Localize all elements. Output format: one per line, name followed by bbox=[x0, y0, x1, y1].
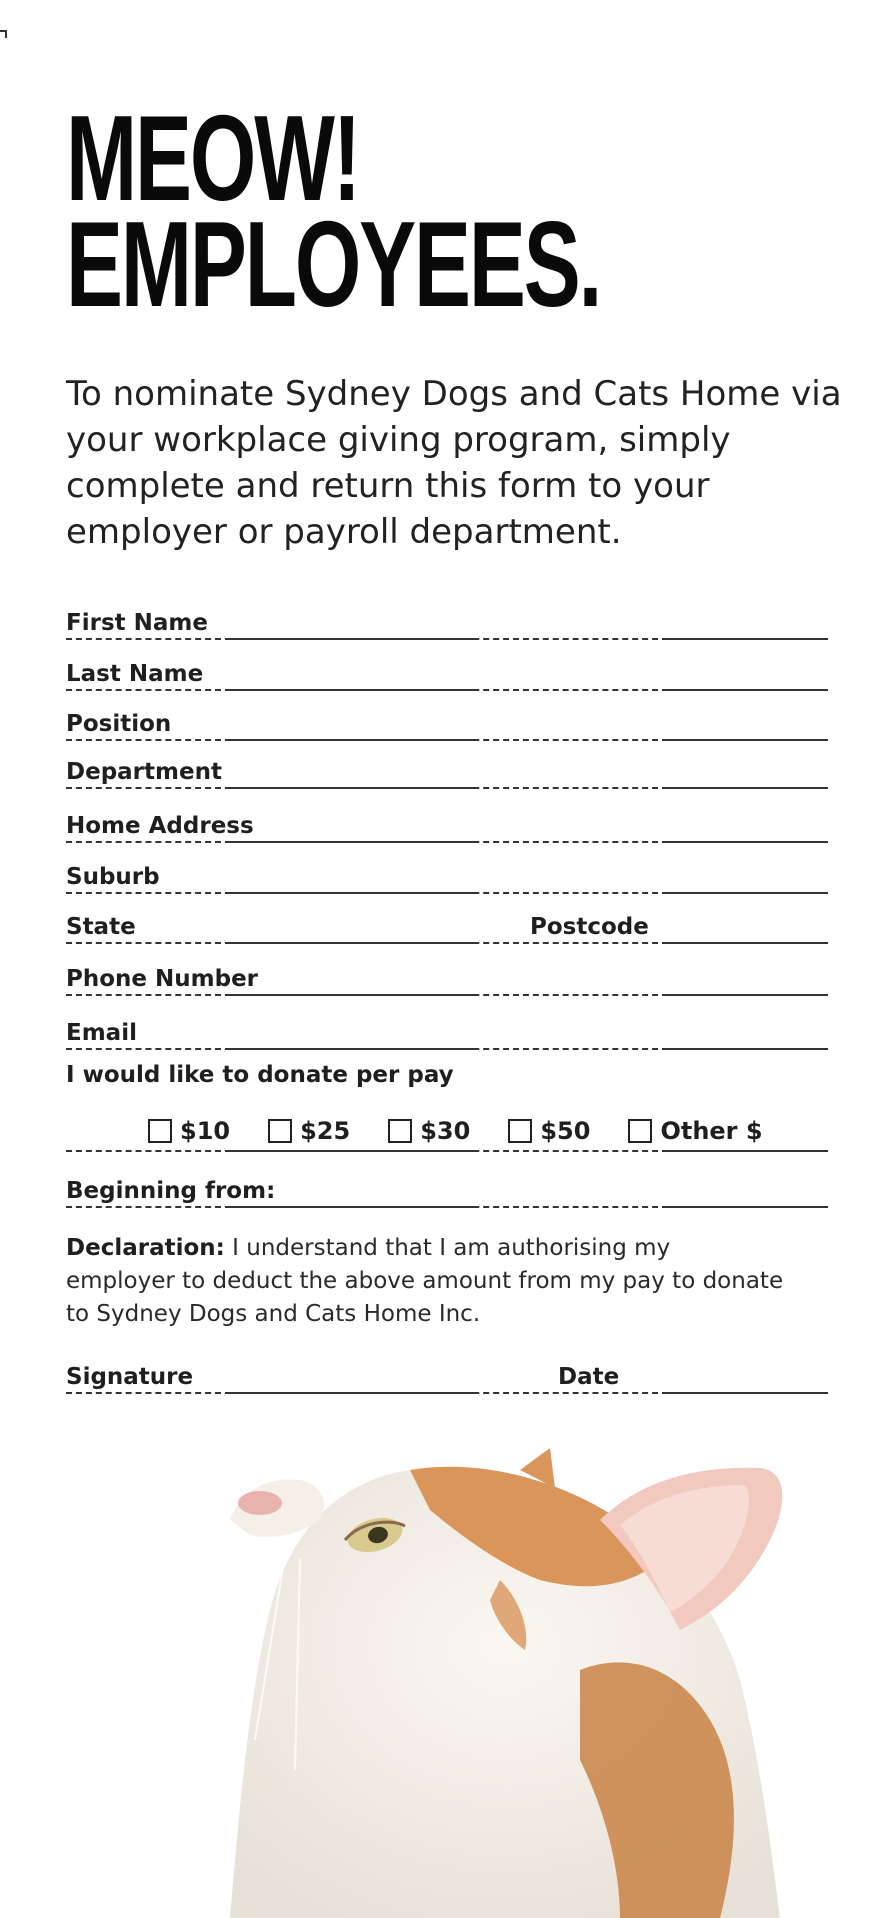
headline-line-1: MEOW! bbox=[66, 90, 360, 226]
option-10-label: $10 bbox=[180, 1117, 231, 1145]
donate-prompt bbox=[66, 1062, 828, 1092]
email-label: Email bbox=[66, 1020, 143, 1046]
signature-date-field[interactable] bbox=[66, 1358, 828, 1394]
option-10[interactable] bbox=[148, 1117, 230, 1145]
headline bbox=[66, 90, 601, 332]
postcode-label: Postcode bbox=[530, 914, 655, 940]
email-field[interactable] bbox=[66, 1014, 828, 1050]
option-30-label: $30 bbox=[420, 1117, 471, 1145]
first-name-label: First Name bbox=[66, 610, 214, 636]
home-address-label: Home Address bbox=[66, 813, 260, 839]
first-name-field[interactable] bbox=[66, 604, 828, 640]
option-50[interactable] bbox=[508, 1117, 590, 1145]
declaration bbox=[66, 1232, 786, 1331]
option-30[interactable] bbox=[388, 1117, 470, 1145]
suburb-field[interactable] bbox=[66, 858, 828, 894]
checkbox-other[interactable] bbox=[628, 1119, 652, 1143]
option-25-label: $25 bbox=[300, 1117, 351, 1145]
checkbox-30[interactable] bbox=[388, 1119, 412, 1143]
option-50-label: $50 bbox=[540, 1117, 591, 1145]
position-field[interactable] bbox=[66, 705, 828, 741]
declaration-text: I understand that I am authorising my employer to deduct the above amount from my pay to donate to Sydney Dogs and Cats Home Inc. bbox=[66, 1235, 784, 1327]
signature-label: Signature bbox=[66, 1364, 199, 1390]
corner-mark bbox=[0, 30, 7, 38]
cat-photo bbox=[200, 1440, 820, 1918]
last-name-label: Last Name bbox=[66, 661, 209, 687]
checkbox-50[interactable] bbox=[508, 1119, 532, 1143]
donation-options bbox=[148, 1113, 801, 1149]
option-other[interactable] bbox=[628, 1117, 762, 1145]
donate-prompt-label: I would like to donate per pay bbox=[66, 1062, 460, 1088]
declaration-heading: Declaration: bbox=[66, 1235, 225, 1261]
suburb-label: Suburb bbox=[66, 864, 166, 890]
state-label: State bbox=[66, 914, 142, 940]
position-label: Position bbox=[66, 711, 177, 737]
state-postcode-field[interactable] bbox=[66, 908, 828, 944]
department-label: Department bbox=[66, 759, 228, 785]
option-other-label: Other $ bbox=[660, 1117, 763, 1145]
option-25[interactable] bbox=[268, 1117, 350, 1145]
phone-label: Phone Number bbox=[66, 966, 264, 992]
intro-text: To nominate Sydney Dogs and Cats Home via your workplace giving program, simply complete and return this form to your employer or payroll department. bbox=[66, 374, 842, 552]
headline-line-2: EMPLOYEES. bbox=[66, 196, 601, 332]
last-name-field[interactable] bbox=[66, 655, 828, 691]
checkbox-10[interactable] bbox=[148, 1119, 172, 1143]
beginning-from-field[interactable] bbox=[66, 1172, 828, 1208]
date-label: Date bbox=[558, 1364, 625, 1390]
phone-field[interactable] bbox=[66, 960, 828, 996]
home-address-field[interactable] bbox=[66, 807, 828, 843]
checkbox-25[interactable] bbox=[268, 1119, 292, 1143]
department-field[interactable] bbox=[66, 753, 828, 789]
beginning-from-label: Beginning from: bbox=[66, 1178, 281, 1204]
